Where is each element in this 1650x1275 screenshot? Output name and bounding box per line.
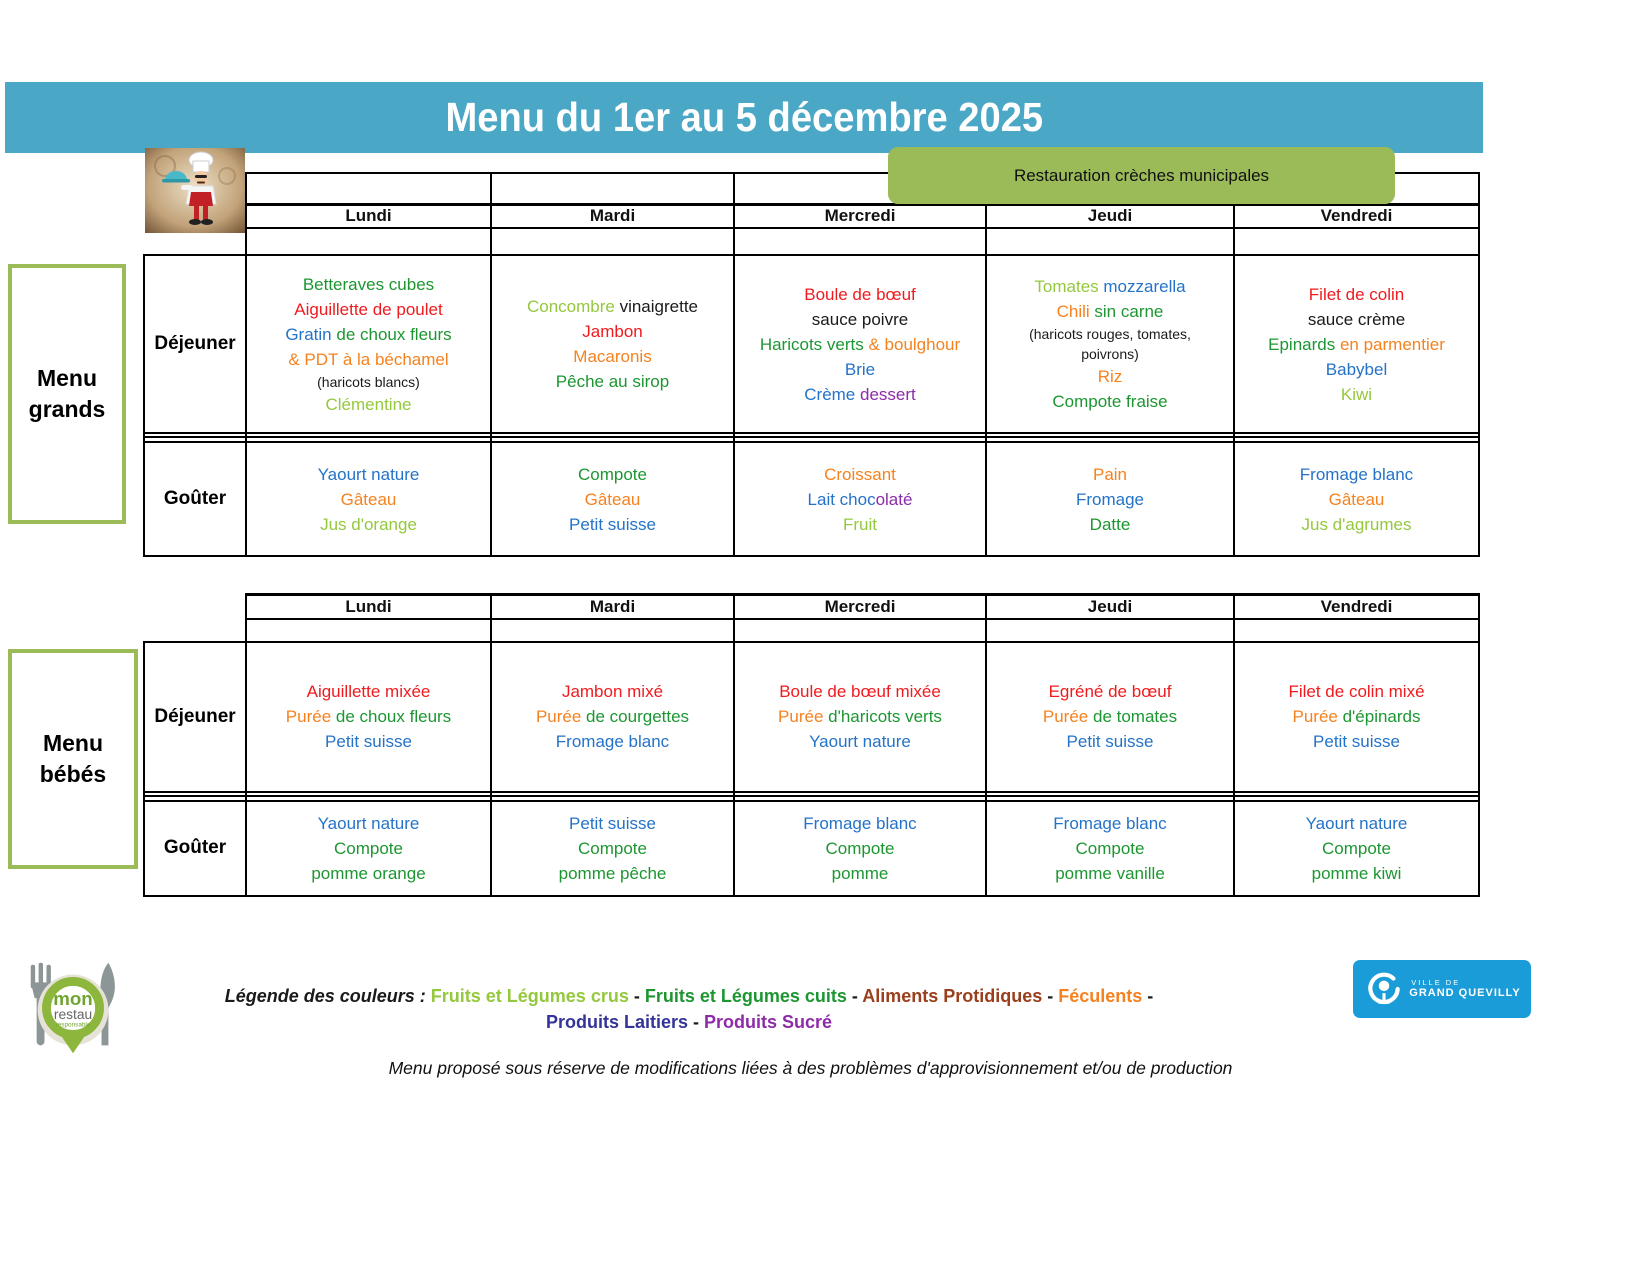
mon-restau-responsable-logo [15,950,133,1062]
day-header-mardi: Mardi [491,595,734,619]
restau-logo-word-responsable: responsable [55,1021,91,1029]
subtitle-banner [888,147,1395,204]
title-banner [5,82,1483,153]
day-header-mercredi: Mercredi [734,595,986,619]
empty-cell [491,228,734,255]
cell-grands-gouter-mercredi: Croissant Lait chocolaté Fruit [734,442,986,556]
empty-cell [491,173,734,204]
menu-grands-line2: grands [28,396,106,422]
day-header-row [144,204,1479,228]
city-logo-grand-quevilly: GRAND QUEVILLY [1409,987,1521,1000]
menu-grands-line1: Menu [36,365,98,391]
empty-cell [144,619,246,642]
cell-bebes-dejeuner-vendredi: Filet de colin mixé Purée d'épinards Petit suisse [1234,642,1479,792]
empty-cell [1234,619,1479,642]
empty-cell [246,228,491,255]
menu-grands-table [143,172,1480,557]
cell-bebes-gouter-mardi: Petit suisse Compote pomme pêche [491,801,734,896]
menu-bebes-line1: Menu [42,730,104,756]
empty-cell [1234,228,1479,255]
cell-grands-gouter-lundi: Yaourt nature Gâteau Jus d'orange [246,442,491,556]
menu-bebes-line2: bébés [39,761,107,787]
dejeuner-row [144,642,1479,792]
empty-cell [491,619,734,642]
day-header-jeudi: Jeudi [986,595,1234,619]
day-header-mardi: Mardi [491,204,734,228]
empty-cell [734,228,986,255]
day-header-jeudi: Jeudi [986,204,1234,228]
day-header-vendredi: Vendredi [1234,204,1479,228]
day-header-mercredi: Mercredi [734,204,986,228]
empty-cell [986,619,1234,642]
spacer-row [144,228,1479,255]
cell-grands-gouter-jeudi: Pain Fromage Datte [986,442,1234,556]
restau-logo-icon [15,950,133,1062]
menu-grands-box-label [29,363,106,425]
gouter-label: Goûter [144,801,246,896]
color-legend: Légende des couleurs : Fruits et Légumes crus - Fruits et Légumes cuits - Aliments Protidiques - Féculents - Produits Laitiers - Produits Sucré [224,986,1154,1032]
cell-bebes-dejeuner-mardi: Jambon mixé Purée de courgettes Fromage blanc [491,642,734,792]
day-header-vendredi: Vendredi [1234,595,1479,619]
dejeuner-row [144,255,1479,433]
day-header-row [144,595,1479,619]
cell-bebes-gouter-jeudi: Fromage blanc Compote pomme vanille [986,801,1234,896]
city-logo-ville-de: VILLE DE [1411,977,1461,987]
cell-bebes-gouter-mercredi: Fromage blanc Compote pomme [734,801,986,896]
restau-logo-word-restau: restau [53,1006,93,1022]
cell-bebes-dejeuner-mercredi: Boule de bœuf mixée Purée d'haricots verts Yaourt nature [734,642,986,792]
gouter-row [144,442,1479,556]
cell-grands-dejeuner-vendredi: Filet de colin sauce crème Epinards en parmentier Babybel Kiwi [1234,255,1479,433]
gouter-label: Goûter [144,442,246,556]
day-header-lundi: Lundi [246,595,491,619]
restau-logo-word-mon: mon [53,988,93,1010]
empty-cell [734,619,986,642]
subtitle-text: Restauration crèches municipales [1013,165,1270,185]
menu-bebes-table [143,593,1480,897]
cell-grands-gouter-vendredi: Fromage blanc Gâteau Jus d'agrumes [1234,442,1479,556]
city-logo-text [1409,979,1520,999]
spacer-row [144,619,1479,642]
cell-bebes-dejeuner-jeudi: Egréné de bœuf Purée de tomates Petit suisse [986,642,1234,792]
menu-bebes-box-label [40,728,106,790]
menu-grands-box [8,264,126,524]
cell-grands-dejeuner-mercredi: Boule de bœuf sauce poivre Haricots verts & boulghour Brie Crème dessert [734,255,986,433]
cell-grands-dejeuner-lundi: Betteraves cubes Aiguillette de poulet Gratin de choux fleurs & PDT à la béchamel (haricots blancs) Clémentine [246,255,491,433]
empty-cell [986,228,1234,255]
cell-bebes-gouter-vendredi: Yaourt nature Compote pomme kiwi [1234,801,1479,896]
dejeuner-label: Déjeuner [144,255,246,433]
cell-bebes-dejeuner-lundi: Aiguillette mixée Purée de choux fleurs Petit suisse [246,642,491,792]
cell-grands-dejeuner-mardi: Concombre vinaigrette Jambon Macaronis Pêche au sirop [491,255,734,433]
empty-cell [246,173,491,204]
dejeuner-label: Déjeuner [144,642,246,792]
cell-grands-gouter-mardi: Compote Gâteau Petit suisse [491,442,734,556]
empty-cell [144,595,246,619]
grand-quevilly-logo [1353,960,1531,1018]
page-title: Menu du 1er au 5 décembre 2025 [445,94,1043,140]
empty-cell [246,619,491,642]
day-header-lundi: Lundi [246,204,491,228]
chef-image [145,148,245,233]
cell-grands-dejeuner-jeudi: Tomates mozzarella Chili sin carne (haricots rouges, tomates, poivrons) Riz Compote fraise [986,255,1234,433]
disclaimer-note: Menu proposé sous réserve de modifications liées à des problèmes d'approvisionnement et/ou de production [388,1058,1233,1078]
city-g-emblem-icon [1363,968,1405,1010]
gouter-row [144,801,1479,896]
cell-bebes-gouter-lundi: Yaourt nature Compote pomme orange [246,801,491,896]
menu-bebes-box [8,649,138,869]
chef-icon [145,148,245,233]
